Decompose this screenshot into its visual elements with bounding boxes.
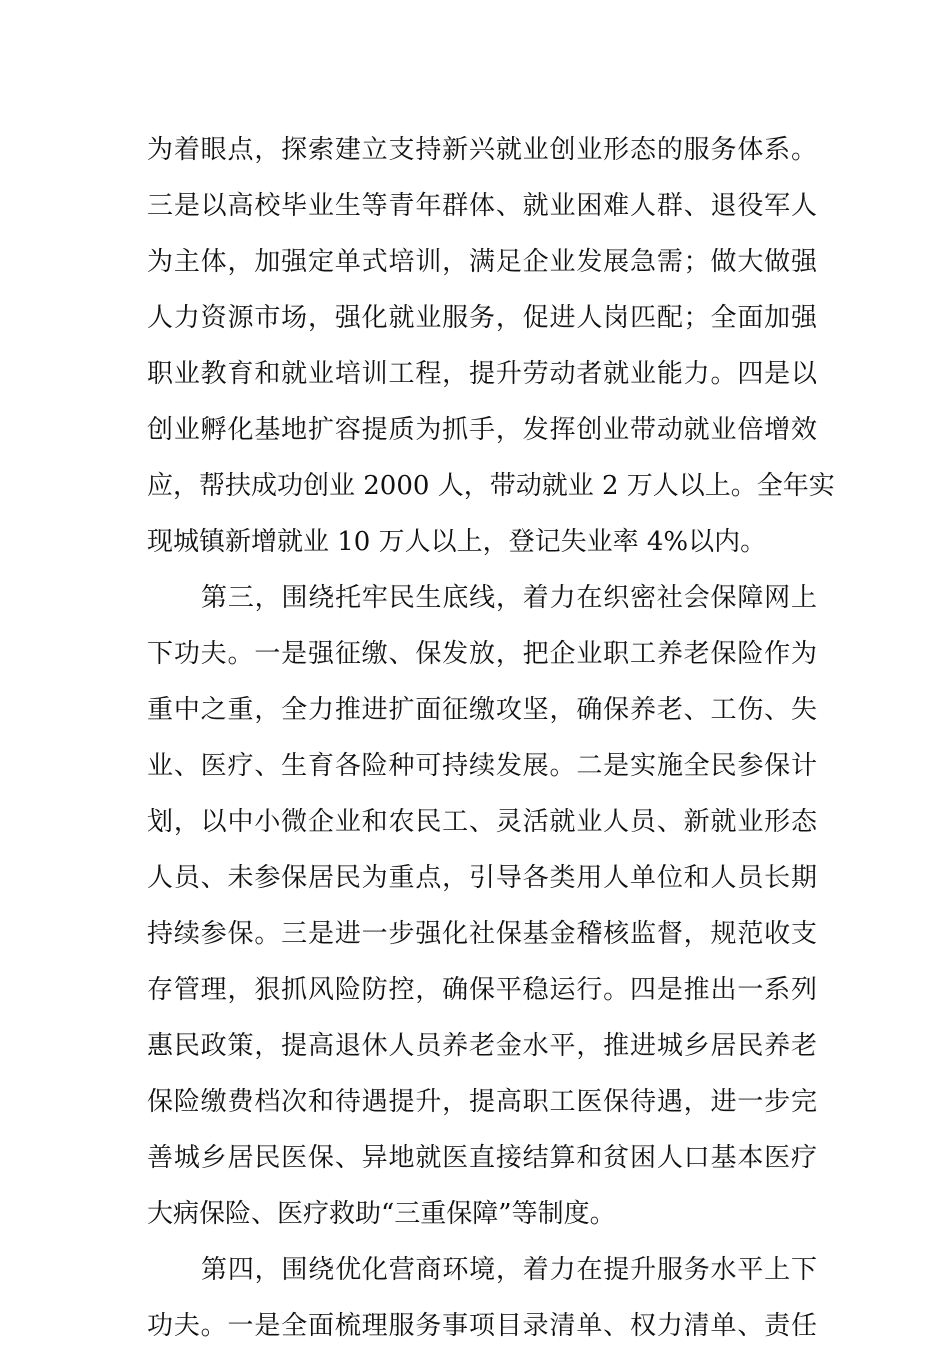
text-line: 应，帮扶成功创业 2000 人，带动就业 2 万人以上。全年实 — [147, 471, 835, 501]
text-line: 为着眼点，探索建立支持新兴就业创业形态的服务体系。 — [147, 135, 817, 165]
text-line: 持续参保。三是进一步强化社保基金稽核监督，规范收支 — [147, 919, 817, 949]
text-line: 为主体，加强定单式培训，满足企业发展急需；做大做强 — [147, 247, 817, 277]
text-line: 功夫。一是全面梳理服务事项目录清单、权力清单、责任 — [147, 1311, 817, 1341]
text-line: 三是以高校毕业生等青年群体、就业困难人群、退役军人 — [147, 191, 817, 221]
text-line: 存管理，狠抓风险防控，确保平稳运行。四是推出一系列 — [147, 975, 817, 1005]
text-line: 下功夫。一是强征缴、保发放，把企业职工养老保险作为 — [147, 639, 817, 669]
document-body — [147, 122, 835, 1354]
text-line: 业、医疗、生育各险种可持续发展。二是实施全民参保计 — [147, 751, 817, 781]
text-line: 人员、未参保居民为重点，引导各类用人单位和人员长期 — [147, 863, 817, 893]
text-line: 划，以中小微企业和农民工、灵活就业人员、新就业形态 — [147, 807, 817, 837]
text-line: 重中之重，全力推进扩面征缴攻坚，确保养老、工伤、失 — [147, 695, 817, 725]
text-line: 大病保险、医疗救助“三重保障”等制度。 — [147, 1199, 616, 1229]
text-line: 现城镇新增就业 10 万人以上，登记失业率 4%以内。 — [147, 527, 767, 557]
text-line: 惠民政策，提高退休人员养老金水平，推进城乡居民养老 — [147, 1031, 817, 1061]
text-line: 职业教育和就业培训工程，提升劳动者就业能力。四是以 — [147, 359, 817, 389]
text-line: 善城乡居民医保、异地就医直接结算和贫困人口基本医疗 — [147, 1143, 817, 1173]
paragraph-start-line: 第四，围绕优化营商环境，着力在提升服务水平上下 — [201, 1255, 817, 1285]
text-line: 创业孵化基地扩容提质为抓手，发挥创业带动就业倍增效 — [147, 415, 817, 445]
paragraph-start-line: 第三，围绕托牢民生底线，着力在织密社会保障网上 — [201, 583, 817, 613]
text-line: 人力资源市场，强化就业服务，促进人岗匹配；全面加强 — [147, 303, 817, 333]
text-line: 保险缴费档次和待遇提升，提高职工医保待遇，进一步完 — [147, 1087, 817, 1117]
